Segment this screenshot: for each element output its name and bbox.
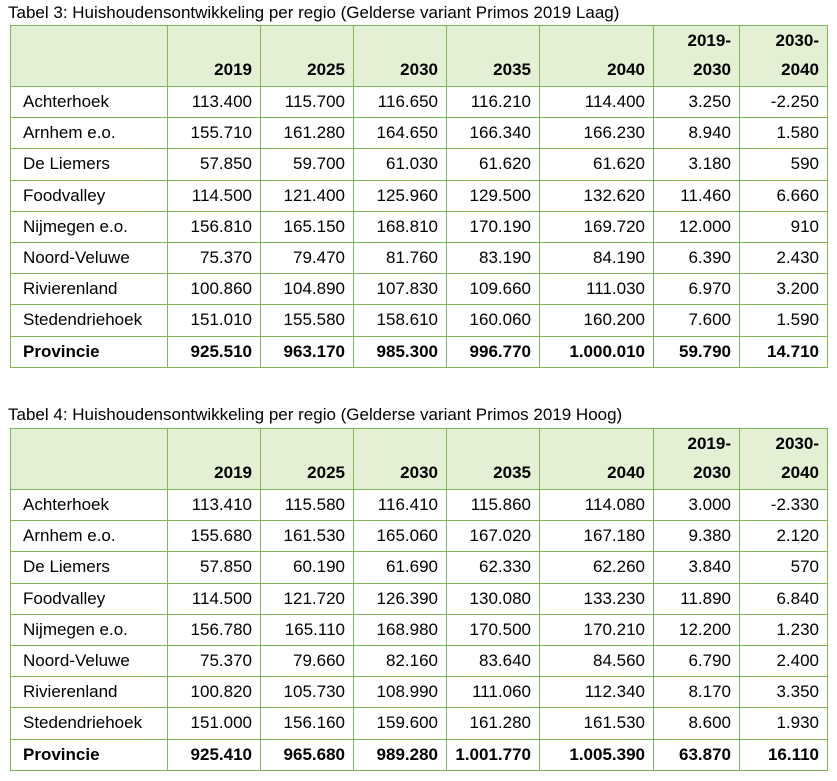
table-cell: 8.940: [654, 118, 740, 149]
column-header: [11, 26, 168, 87]
column-header: 2019- 2030: [654, 429, 740, 490]
table-cell: 61.620: [540, 149, 654, 180]
table-cell: 170.210: [540, 614, 654, 645]
total-cell: 963.170: [261, 336, 354, 367]
table-row: [11, 645, 828, 676]
table-cell: 2.400: [740, 645, 828, 676]
table-cell: 104.890: [261, 274, 354, 305]
table-cell: 79.660: [261, 645, 354, 676]
table-cell: 9.380: [654, 521, 740, 552]
table-cell: 3.250: [654, 87, 740, 118]
table-cell: 113.400: [168, 87, 261, 118]
region-name: Noord-Veluwe: [11, 645, 168, 676]
table-cell: 100.860: [168, 274, 261, 305]
table-cell: 60.190: [261, 552, 354, 583]
table-row: [11, 242, 828, 273]
total-cell: 996.770: [447, 336, 540, 367]
table-cell: 167.020: [447, 521, 540, 552]
table-row: [11, 305, 828, 336]
table-cell: 116.410: [354, 490, 447, 521]
table-cell: 132.620: [540, 180, 654, 211]
table-row: [11, 677, 828, 708]
table-cell: 1.580: [740, 118, 828, 149]
region-name: Rivierenland: [11, 274, 168, 305]
table-3-caption: Tabel 3: Huishoudensontwikkeling per regio (Gelderse variant Primos 2019 Laag): [8, 3, 620, 22]
table-cell: 6.390: [654, 242, 740, 273]
table-cell: 156.160: [261, 708, 354, 739]
table-cell: 62.330: [447, 552, 540, 583]
table-cell: 155.680: [168, 521, 261, 552]
table-cell: 910: [740, 211, 828, 242]
table-cell: 155.580: [261, 305, 354, 336]
total-cell: 925.510: [168, 336, 261, 367]
table-cell: 61.030: [354, 149, 447, 180]
total-row: [11, 739, 828, 770]
region-name: Nijmegen e.o.: [11, 211, 168, 242]
table-cell: 12.000: [654, 211, 740, 242]
region-name: Nijmegen e.o.: [11, 614, 168, 645]
table-4-caption: Tabel 4: Huishoudensontwikkeling per regio (Gelderse variant Primos 2019 Hoog): [8, 405, 623, 424]
table-cell: 126.390: [354, 583, 447, 614]
table-cell: 114.500: [168, 583, 261, 614]
column-header: 2019: [168, 26, 261, 87]
table-cell: 115.860: [447, 490, 540, 521]
table-cell: 111.060: [447, 677, 540, 708]
table-row: [11, 149, 828, 180]
table-cell: 168.810: [354, 211, 447, 242]
table-cell: 82.160: [354, 645, 447, 676]
table-cell: 161.530: [540, 708, 654, 739]
table-cell: 113.410: [168, 490, 261, 521]
table-cell: 75.370: [168, 645, 261, 676]
table-cell: 151.000: [168, 708, 261, 739]
table-cell: 116.210: [447, 87, 540, 118]
region-name: Arnhem e.o.: [11, 521, 168, 552]
table-cell: 1.230: [740, 614, 828, 645]
table-cell: 112.340: [540, 677, 654, 708]
table-cell: 169.720: [540, 211, 654, 242]
table-cell: 75.370: [168, 242, 261, 273]
table-cell: 83.640: [447, 645, 540, 676]
table-cell: 3.180: [654, 149, 740, 180]
column-header: 2019: [168, 429, 261, 490]
table-cell: 165.110: [261, 614, 354, 645]
column-header: 2035: [447, 26, 540, 87]
table-cell: 6.840: [740, 583, 828, 614]
table-cell: 107.830: [354, 274, 447, 305]
region-name: Stedendriehoek: [11, 305, 168, 336]
table-cell: 151.010: [168, 305, 261, 336]
total-cell: 1.000.010: [540, 336, 654, 367]
table-cell: 61.620: [447, 149, 540, 180]
table-cell: 168.980: [354, 614, 447, 645]
table-4: [10, 428, 828, 771]
region-name: Foodvalley: [11, 180, 168, 211]
column-header: 2030- 2040: [740, 429, 828, 490]
table-cell: 170.190: [447, 211, 540, 242]
column-header: 2040: [540, 429, 654, 490]
column-header: 2030: [354, 26, 447, 87]
table-cell: 11.460: [654, 180, 740, 211]
table-cell: 130.080: [447, 583, 540, 614]
table-cell: 1.930: [740, 708, 828, 739]
total-cell: 985.300: [354, 336, 447, 367]
total-cell: 16.110: [740, 739, 828, 770]
table-cell: 165.150: [261, 211, 354, 242]
total-cell: 14.710: [740, 336, 828, 367]
header-row: [11, 429, 828, 490]
table-cell: 161.280: [447, 708, 540, 739]
table-cell: 125.960: [354, 180, 447, 211]
table-cell: 79.470: [261, 242, 354, 273]
region-name: Stedendriehoek: [11, 708, 168, 739]
table-cell: 57.850: [168, 552, 261, 583]
table-cell: 115.700: [261, 87, 354, 118]
total-cell: 965.680: [261, 739, 354, 770]
table-cell: 7.600: [654, 305, 740, 336]
region-name: Rivierenland: [11, 677, 168, 708]
table-cell: 12.200: [654, 614, 740, 645]
table-row: [11, 583, 828, 614]
region-name: Achterhoek: [11, 87, 168, 118]
table-row: [11, 211, 828, 242]
table-cell: 114.500: [168, 180, 261, 211]
table-cell: 160.200: [540, 305, 654, 336]
table-cell: 133.230: [540, 583, 654, 614]
table-cell: 121.400: [261, 180, 354, 211]
table-row: [11, 552, 828, 583]
column-header: 2019- 2030: [654, 26, 740, 87]
table-cell: 81.760: [354, 242, 447, 273]
region-name: Arnhem e.o.: [11, 118, 168, 149]
table-cell: 166.340: [447, 118, 540, 149]
table-row: [11, 274, 828, 305]
table-cell: 59.700: [261, 149, 354, 180]
total-cell: 63.870: [654, 739, 740, 770]
column-header: 2035: [447, 429, 540, 490]
table-cell: 6.790: [654, 645, 740, 676]
region-name: De Liemers: [11, 149, 168, 180]
total-label: Provincie: [11, 336, 168, 367]
table-cell: 11.890: [654, 583, 740, 614]
region-name: De Liemers: [11, 552, 168, 583]
table-cell: 129.500: [447, 180, 540, 211]
table-cell: 3.000: [654, 490, 740, 521]
column-header: 2025: [261, 429, 354, 490]
total-cell: 1.005.390: [540, 739, 654, 770]
table-cell: -2.330: [740, 490, 828, 521]
table-row: [11, 614, 828, 645]
table-cell: 158.610: [354, 305, 447, 336]
table-cell: 167.180: [540, 521, 654, 552]
table-cell: 590: [740, 149, 828, 180]
table-row: [11, 180, 828, 211]
table-cell: 159.600: [354, 708, 447, 739]
table-cell: 166.230: [540, 118, 654, 149]
total-cell: 1.001.770: [447, 739, 540, 770]
table-cell: 84.190: [540, 242, 654, 273]
total-cell: 925.410: [168, 739, 261, 770]
table-row: [11, 118, 828, 149]
column-header: 2030: [354, 429, 447, 490]
table-cell: 114.400: [540, 87, 654, 118]
total-cell: 989.280: [354, 739, 447, 770]
table-cell: 115.580: [261, 490, 354, 521]
total-row: [11, 336, 828, 367]
table-cell: 3.350: [740, 677, 828, 708]
table-cell: 3.840: [654, 552, 740, 583]
table-row: [11, 490, 828, 521]
table-cell: 155.710: [168, 118, 261, 149]
table-cell: 164.650: [354, 118, 447, 149]
table-cell: 57.850: [168, 149, 261, 180]
total-label: Provincie: [11, 739, 168, 770]
table-cell: 8.600: [654, 708, 740, 739]
region-name: Noord-Veluwe: [11, 242, 168, 273]
table-cell: 114.080: [540, 490, 654, 521]
table-cell: 1.590: [740, 305, 828, 336]
table-cell: 161.530: [261, 521, 354, 552]
table-cell: 161.280: [261, 118, 354, 149]
region-name: Achterhoek: [11, 490, 168, 521]
table-cell: 2.120: [740, 521, 828, 552]
table-cell: 8.170: [654, 677, 740, 708]
table-cell: 121.720: [261, 583, 354, 614]
table-cell: 6.660: [740, 180, 828, 211]
total-cell: 59.790: [654, 336, 740, 367]
table-row: [11, 708, 828, 739]
table-cell: 83.190: [447, 242, 540, 273]
table-cell: 108.990: [354, 677, 447, 708]
table-row: [11, 87, 828, 118]
table-cell: 6.970: [654, 274, 740, 305]
table-cell: 156.810: [168, 211, 261, 242]
header-row: [11, 26, 828, 87]
column-header: 2025: [261, 26, 354, 87]
table-cell: 160.060: [447, 305, 540, 336]
table-cell: 2.430: [740, 242, 828, 273]
table-cell: 84.560: [540, 645, 654, 676]
region-name: Foodvalley: [11, 583, 168, 614]
table-row: [11, 521, 828, 552]
table-cell: 62.260: [540, 552, 654, 583]
table-cell: 100.820: [168, 677, 261, 708]
column-header: 2040: [540, 26, 654, 87]
table-cell: 570: [740, 552, 828, 583]
table-cell: 156.780: [168, 614, 261, 645]
table-cell: 111.030: [540, 274, 654, 305]
table-cell: 3.200: [740, 274, 828, 305]
table-cell: 116.650: [354, 87, 447, 118]
table-cell: 170.500: [447, 614, 540, 645]
column-header: 2030- 2040: [740, 26, 828, 87]
table-cell: 109.660: [447, 274, 540, 305]
table-cell: 165.060: [354, 521, 447, 552]
table-3: [10, 25, 828, 368]
table-cell: 105.730: [261, 677, 354, 708]
table-cell: -2.250: [740, 87, 828, 118]
column-header: [11, 429, 168, 490]
table-cell: 61.690: [354, 552, 447, 583]
